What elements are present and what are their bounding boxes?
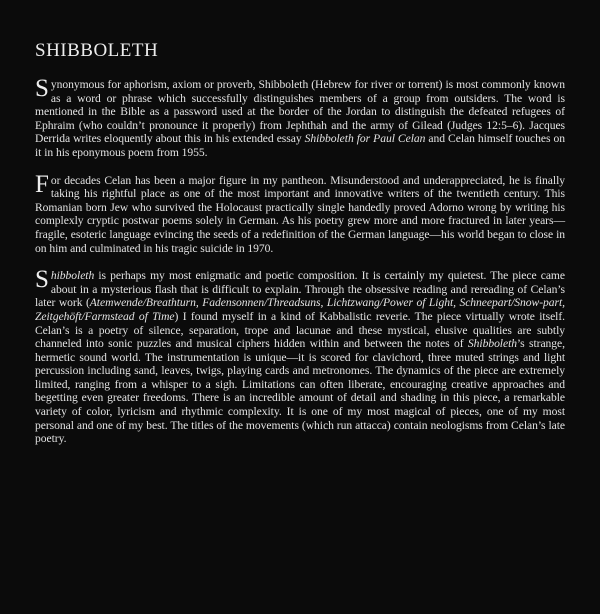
paragraph-text-italic: Shibboleth for Paul Celan (304, 132, 426, 146)
paragraph-text: and Celan himself touches on it in his eponymous poem from 1955. (35, 132, 565, 159)
dropcap: S (35, 266, 49, 294)
page-title: SHIBBOLETH (35, 40, 159, 61)
paragraph-text: ’s strange, hermetic sound world. The instrumentation is unique—it is scored for clavichord, three muted strings and light percussion including sand, leaves, twigs, playing cards and metronomes. The dynamics of the piece are extremely limited, ranging from a whisper to a sigh. Limitations can often liberate, encouraging creative approaches and begetting even greater freedoms. There is an incredible amount of detail and shading in this piece, a remarkable variety of color, lyricism and rhythmic complexity. It is one of my most magical of pieces, one of my most personal and one of my best. The titles of the movements (which run attacca) contain neologisms from Celan’s late poetry. (35, 337, 565, 446)
paragraph-text-italic: hibboleth (50, 269, 95, 283)
paragraph-text: or decades Celan has been a major figure in my pantheon. Misunderstood and underappreciated, he is finally taking his rightful place as one of the most important and innovative writers of the twentieth century. This Romanian born Jew who survived the Holocaust practically single handedly proved Adorno wrong by writing his complexly cryptic postwar poems solely in German. As his poetry grew more and more fractured in later years—fragile, esoteric language evincing the seeds of a redefinition of the German language—his world began to close in on him and culminated in his tragic suicide in 1970. (35, 173, 565, 255)
paragraph-shibboleth-definition (35, 75, 565, 160)
paragraph-composition (35, 266, 565, 446)
dropcap: F (35, 170, 49, 198)
paragraph-text-italic: Shibboleth (467, 337, 517, 351)
paragraph-text: is perhaps my most enigmatic and poetic composition. It is certainly my quietest. The piece came about in a mysterious flash that is difficult to explain. Through the obsessive reading and rereading of Celan’s later work ( (35, 269, 565, 310)
paragraph-text: ) I found myself in a kind of Kabbalistic reverie. The piece virtually wrote itself. Celan’s is a poetry of silence, separation, trope and lacunae and these mystical, elusive qualities are subtly channeled into sonic puzzles and musical ciphers hidden within and between the notes of (35, 309, 565, 351)
paragraph-celan (35, 170, 565, 256)
paragraph-text-italic: Atemwende/Breathturn, Fadensonnen/Threadsuns, Lichtzwang/Power of Light, Schneepart/Snow-part, Zeitgehöft/Farmstead of Time (35, 296, 565, 323)
paragraph-text: ynonymous for aphorism, axiom or proverb, Shibboleth (Hebrew for river or torrent) is most commonly known as a word or phrase which successfully distinguishes members of a group from outsiders. The word is mentioned in the Bible as a password used at the border of the Jordan to distinguish the defeated refugees of Ephraim (who couldn’t pronounce it properly) from Jephthah and the army of Gilead (Judges 12:5–6). Jacques Derrida writes eloquently about this in his extended essay (35, 78, 565, 146)
essay-body (35, 75, 565, 460)
dropcap: S (35, 75, 49, 102)
